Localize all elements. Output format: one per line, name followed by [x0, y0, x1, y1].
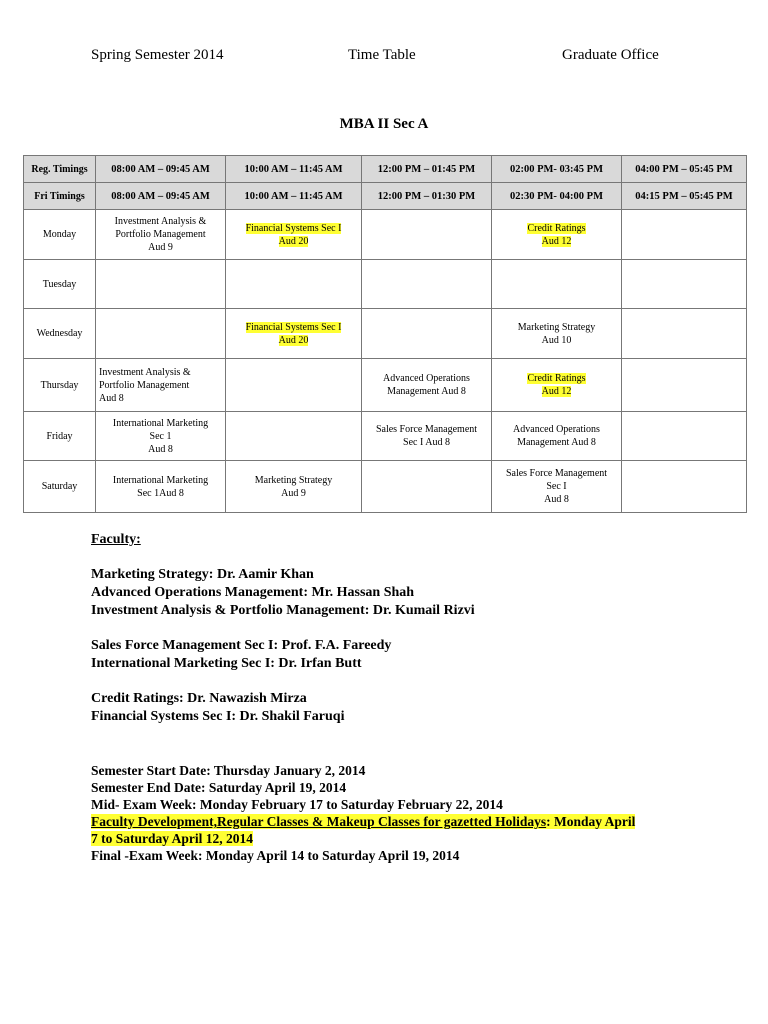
class-cell [96, 461, 226, 513]
class-room: Aud 12 [541, 235, 572, 247]
class-room: Management Aud 8 [517, 437, 596, 448]
class-cell [96, 210, 226, 260]
faculty-development-line-2 [91, 830, 635, 847]
tuesday-row [24, 260, 747, 309]
class-room: Aud 9 [281, 487, 306, 499]
faculty-group [91, 690, 344, 726]
empty-cell [622, 210, 747, 260]
class-cell [362, 359, 492, 412]
fri-timings-row [24, 183, 747, 210]
day-label: Saturday [24, 461, 96, 513]
faculty-entry: Investment Analysis & Portfolio Management: Dr. Kumail Rizvi [91, 603, 475, 618]
fri-timings-label: Fri Timings [24, 183, 96, 210]
faculty-development-date: : Monday April [546, 814, 636, 829]
empty-cell [362, 461, 492, 513]
class-room: Aud 20 [278, 235, 309, 247]
empty-cell [622, 461, 747, 513]
mid-exam-week: Mid- Exam Week: Monday February 17 to Saturday February 22, 2014 [91, 797, 503, 812]
faculty-development-line [91, 813, 635, 830]
final-exam-week: Final -Exam Week: Monday April 14 to Saturday April 19, 2014 [91, 848, 460, 863]
day-label: Friday [24, 412, 96, 461]
class-name: Sales Force Management [505, 468, 608, 479]
section-title: MBA II Sec A [339, 116, 429, 132]
wednesday-row [24, 309, 747, 359]
class-name: Advanced Operations [383, 373, 470, 384]
empty-cell [622, 260, 747, 309]
class-room: Sec I Aud 8 [403, 437, 450, 448]
reg-time-slot: 08:00 AM – 09:45 AM [96, 156, 226, 183]
empty-cell [362, 260, 492, 309]
class-cell [492, 309, 622, 359]
empty-cell [362, 210, 492, 260]
class-cell [226, 210, 362, 260]
saturday-row [24, 461, 747, 513]
class-name: Marketing Strategy [517, 321, 596, 333]
empty-cell [362, 309, 492, 359]
thursday-row [24, 359, 747, 412]
class-name: Credit Ratings [527, 222, 586, 234]
class-room: Aud 8 [148, 443, 173, 455]
class-room: Sec 1Aud 8 [137, 487, 184, 499]
class-name: Investment Analysis & [99, 366, 191, 378]
class-cell [96, 412, 226, 461]
class-name: Financial Systems Sec I [245, 222, 342, 234]
class-name: Portfolio Management [99, 379, 190, 391]
class-name: Marketing Strategy [254, 474, 333, 486]
document-type-label: Time Table [348, 47, 416, 63]
class-cell [226, 461, 362, 513]
class-section: Sec I [546, 481, 567, 492]
fri-time-slot: 08:00 AM – 09:45 AM [96, 183, 226, 210]
timetable [23, 155, 747, 513]
class-cell [492, 461, 622, 513]
class-cell [226, 309, 362, 359]
class-room: Management Aud 8 [387, 386, 466, 397]
empty-cell [622, 309, 747, 359]
day-label: Tuesday [24, 260, 96, 309]
semester-dates [91, 762, 635, 864]
faculty-entry: International Marketing Sec I: Dr. Irfan Butt [91, 656, 362, 671]
semester-end-date: Semester End Date: Saturday April 19, 2014 [91, 780, 347, 795]
class-cell [362, 412, 492, 461]
empty-cell [226, 412, 362, 461]
class-room: Aud 9 [148, 242, 173, 253]
reg-timings-label: Reg. Timings [24, 156, 96, 183]
class-name: International Marketing [112, 474, 209, 486]
monday-row [24, 210, 747, 260]
empty-cell [96, 309, 226, 359]
empty-cell [622, 359, 747, 412]
fri-time-slot: 10:00 AM – 11:45 AM [226, 183, 362, 210]
faculty-entry: Sales Force Management Sec I: Prof. F.A. Fareedy [91, 638, 392, 653]
faculty-heading: Faculty: [91, 532, 141, 547]
day-label: Monday [24, 210, 96, 260]
class-name: Investment Analysis & [114, 216, 207, 227]
class-section: Sec 1 [149, 430, 172, 442]
class-name: Sales Force Management [375, 424, 478, 435]
class-cell [492, 412, 622, 461]
faculty-entry: Credit Ratings: Dr. Nawazish Mirza [91, 691, 307, 706]
class-cell [492, 359, 622, 412]
reg-time-slot: 10:00 AM – 11:45 AM [226, 156, 362, 183]
class-name: Financial Systems Sec I [245, 321, 342, 333]
faculty-development-date-end: 7 to Saturday April 12, 2014 [91, 831, 254, 846]
empty-cell [492, 260, 622, 309]
fri-time-slot: 12:00 PM – 01:30 PM [362, 183, 492, 210]
class-name: International Marketing [112, 417, 209, 429]
class-name: Credit Ratings [527, 373, 586, 384]
class-room: Aud 8 [544, 494, 569, 505]
semester-start-date: Semester Start Date: Thursday January 2, 2014 [91, 763, 366, 778]
faculty-entry: Financial Systems Sec I: Dr. Shakil Faruqi [91, 709, 345, 724]
empty-cell [622, 412, 747, 461]
reg-timings-row [24, 156, 747, 183]
class-name: Advanced Operations [513, 424, 600, 435]
class-room: Aud 12 [541, 386, 572, 397]
semester-label: Spring Semester 2014 [91, 47, 224, 63]
page-header [0, 47, 768, 69]
empty-cell [96, 260, 226, 309]
office-label: Graduate Office [562, 47, 659, 63]
friday-row [24, 412, 747, 461]
faculty-entry: Advanced Operations Management: Mr. Hassan Shah [91, 585, 415, 600]
faculty-development-text: Faculty Development,Regular Classes & Makeup Classes for gazetted Holidays [91, 814, 547, 829]
faculty-group [91, 566, 475, 620]
fri-time-slot: 02:30 PM- 04:00 PM [492, 183, 622, 210]
class-name: Portfolio Management [115, 229, 206, 240]
empty-cell [226, 260, 362, 309]
day-label: Wednesday [24, 309, 96, 359]
faculty-entry: Marketing Strategy: Dr. Aamir Khan [91, 567, 314, 582]
class-room: Aud 10 [541, 334, 572, 346]
empty-cell [226, 359, 362, 412]
fri-time-slot: 04:15 PM – 05:45 PM [622, 183, 747, 210]
class-cell [96, 359, 226, 412]
reg-time-slot: 12:00 PM – 01:45 PM [362, 156, 492, 183]
class-room: Aud 20 [278, 334, 309, 346]
day-label: Thursday [24, 359, 96, 412]
faculty-group [91, 637, 391, 673]
class-room: Aud 8 [99, 392, 124, 404]
class-cell [492, 210, 622, 260]
reg-time-slot: 04:00 PM – 05:45 PM [622, 156, 747, 183]
reg-time-slot: 02:00 PM- 03:45 PM [492, 156, 622, 183]
